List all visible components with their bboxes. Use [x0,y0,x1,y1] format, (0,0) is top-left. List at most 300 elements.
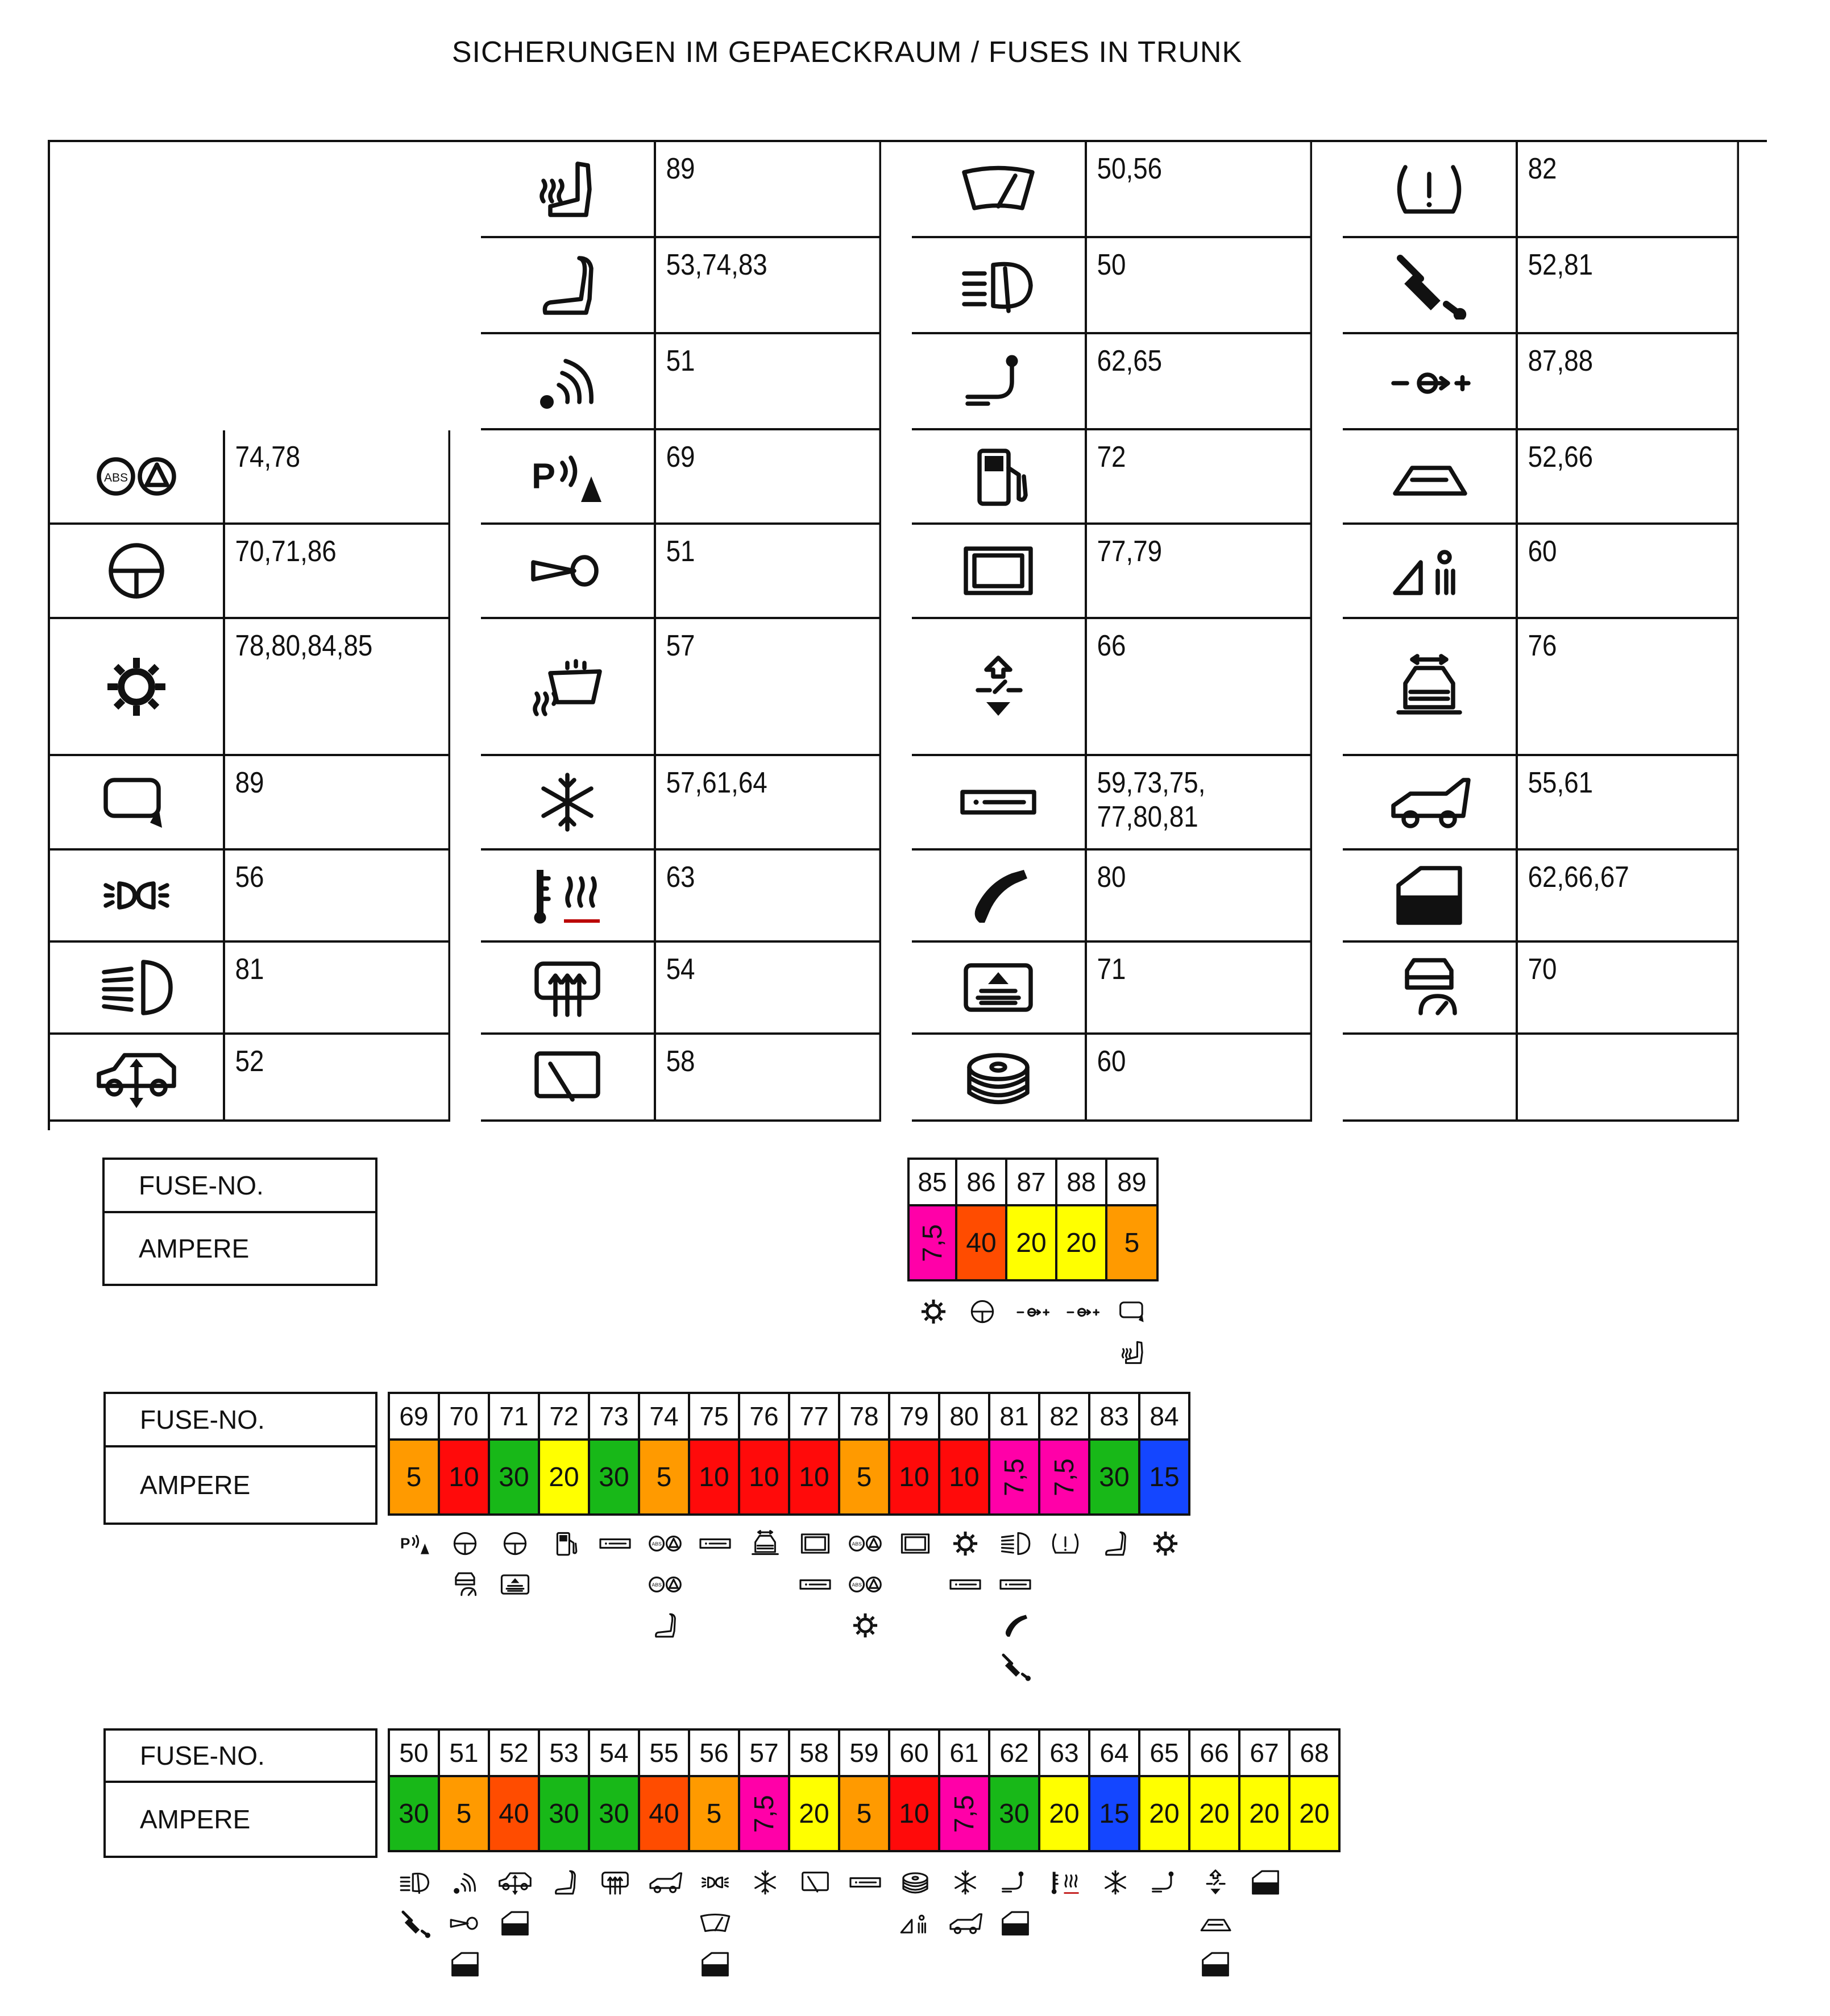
fuse-ampere [1190,1777,1240,1852]
symbol-cell [50,756,225,851]
display-screen-icon [956,537,1041,605]
fuse-symbols-83 [1090,1526,1140,1561]
symbol-cell [481,851,656,943]
fuse-ampere-value: 5 [406,1462,422,1492]
fuse-ampere-value: 7,5 [949,1794,980,1833]
fuse-ampere [590,1441,640,1516]
fuse-numbers-cell: 71 [1087,943,1312,1035]
snowflake-icon [1098,1865,1133,1900]
fuse-ampere [690,1441,740,1516]
fuse-80 [940,1392,990,1516]
headlight-washer-icon [397,1865,433,1900]
symbol-cell [481,1035,656,1122]
fuse-symbols-52 [490,1865,540,1941]
fuse-ampere-value: 20 [1016,1227,1047,1258]
fuse-62 [990,1728,1040,1852]
hill-descent-icon [1387,537,1472,605]
fuse-ampere-value: 20 [799,1798,829,1829]
cd-changer-icon [956,1043,1041,1111]
fuse-58 [790,1728,840,1852]
fuse-ampere [440,1441,490,1516]
svg-text:ABS: ABS [852,1541,862,1547]
door-icon [1387,861,1472,930]
fuse-numbers-cell: 54 [656,943,881,1035]
fuse-68 [1290,1728,1341,1852]
fuse-symbols-69 [390,1526,440,1561]
fuse-ampere-value: 7,5 [1049,1458,1080,1496]
symbol-cell [1343,238,1518,334]
fuse-ampere-value: 5 [706,1798,722,1829]
symbol-cell [912,430,1087,525]
fuse-number: 50 [390,1728,440,1777]
fuse-ampere-value: 30 [549,1798,579,1829]
symbol-cell [50,525,225,619]
symbol-cell [50,619,225,756]
fuse-ampere [1140,1441,1190,1516]
symbol-cell [1343,756,1518,851]
fuse-ampere [840,1441,890,1516]
fuse-symbols-67 [1240,1865,1290,1900]
fuse-number: 52 [490,1728,540,1777]
fuse-symbols-66 [1190,1865,1240,1982]
headlight-icon [998,1526,1033,1561]
svg-text:ABS: ABS [652,1541,662,1547]
symbol-cell [912,851,1087,943]
fuse-64 [1090,1728,1140,1852]
suv-height-icon [94,1043,179,1111]
fuse-numbers-cell: 57 [656,619,881,756]
fuse-86 [957,1158,1007,1281]
fuse-ampere [1090,1441,1140,1516]
fuse-ampere [1090,1777,1140,1852]
fuse-ampere-value: 10 [949,1462,980,1492]
steering-wheel-icon [965,1294,1000,1329]
radio-unit-icon [597,1526,633,1561]
shock-absorber-icon [998,1649,1033,1684]
fuse-number: 55 [640,1728,690,1777]
fuse-79 [890,1392,940,1516]
fuse-numbers-cell: 87,88 [1518,334,1739,430]
seat-heat-temp-icon [1048,1865,1083,1900]
door-icon [998,1906,1033,1941]
fuse-56 [690,1728,740,1852]
shock-absorber-icon [397,1906,433,1941]
fuse-number: 89 [1107,1158,1159,1206]
fuse-number: 85 [910,1158,957,1206]
fuse-numbers-cell: 62,65 [1087,334,1312,430]
symbol-cell [481,619,656,756]
fuse-ampere [440,1777,490,1852]
fuse-65 [1140,1728,1190,1852]
fuse-66 [1190,1728,1240,1852]
horn-icon [525,537,610,605]
door-icon [497,1906,533,1941]
fuse-number: 56 [690,1728,740,1777]
radio-unit-icon [798,1567,833,1602]
fuse-73 [590,1392,640,1516]
windshield-wiper-icon [956,155,1041,223]
fuse-ampere [790,1777,840,1852]
fuse-number: 58 [790,1728,840,1777]
symbol-cell [1343,142,1518,238]
fuse-strip-85-89 [907,1158,1159,1281]
fuse-symbols-70 [440,1526,490,1602]
legend-box-bottom [103,1728,377,1858]
fuse-symbols-71 [490,1526,540,1602]
empty-cell [225,238,481,334]
fuse-symbols-57 [740,1865,790,1900]
radio-unit-icon [998,1567,1033,1602]
fuse-ampere-value: 15 [1149,1462,1180,1492]
tire-pressure-warning-icon [1387,155,1472,223]
sunroof-icon [1387,442,1472,511]
fuse-symbols-81 [990,1526,1040,1684]
fuse-numbers-cell: 74,78 [225,430,450,525]
door-icon [1198,1947,1233,1982]
fuse-ampere [1107,1206,1159,1281]
snowflake-icon [948,1865,983,1900]
symbol-cell [1343,1035,1518,1122]
telephone-icon [956,861,1041,930]
fuse-ampere-value: 5 [856,1798,872,1829]
tailgate-icon [1387,768,1472,836]
fuse-number: 74 [640,1392,690,1441]
fuse-numbers-cell: 81 [225,943,450,1035]
fuse-number: 84 [1140,1392,1190,1441]
park-distance-icon [397,1526,433,1561]
windshield-wiper-icon [698,1906,733,1941]
fuse-60 [890,1728,940,1852]
fuse-ampere [1140,1777,1190,1852]
fuse-57 [740,1728,790,1852]
fuse-number: 81 [990,1392,1040,1441]
fuse-ampere-value: 10 [749,1462,779,1492]
fuse-ampere [1040,1441,1090,1516]
fuse-ampere-value: 7,5 [917,1223,948,1262]
seat-adjust-icon [956,953,1041,1022]
fuse-55 [640,1728,690,1852]
fuse-ampere-value: 20 [1066,1227,1097,1258]
legend-ampere-label: AMPERE [140,1470,251,1500]
fuse-number: 71 [490,1392,540,1441]
symbol-cell [912,756,1087,851]
fuse-number: 82 [1040,1392,1090,1441]
symbol-cell [481,430,656,525]
fuse-67 [1240,1728,1290,1852]
fuse-numbers-cell: 89 [656,142,881,238]
symbol-cell [912,238,1087,334]
fuse-strip-50-68 [388,1728,1341,1852]
fuse-ampere-value: 10 [699,1462,729,1492]
fuse-ampere [390,1441,440,1516]
fuse-ampere [840,1777,890,1852]
vehicle-level-icon [1387,653,1472,721]
fuse-82 [1040,1392,1090,1516]
fuse-numbers-cell [1518,1035,1739,1122]
cd-changer-icon [898,1865,933,1900]
fuse-numbers-cell: 69 [656,430,881,525]
fuse-number: 76 [740,1392,790,1441]
fuse-72 [540,1392,590,1516]
telephone-icon [998,1608,1033,1643]
fuse-61 [940,1728,990,1852]
fuse-numbers-cell: 63 [656,851,881,943]
fuse-ampere-value: 7,5 [999,1458,1030,1496]
fuse-numbers-cell: 55,61 [1518,756,1739,851]
fuse-87 [1007,1158,1057,1281]
fuse-63 [1040,1728,1090,1852]
symbol-cell [1343,525,1518,619]
legend-fuse-no-label: FUSE-NO. [106,1394,375,1447]
fuse-83 [1090,1392,1140,1516]
fuse-78 [840,1392,890,1516]
power-outlet-icon [1015,1294,1050,1329]
fuse-numbers-cell: 77,79 [1087,525,1312,619]
legend-fuse-no-label: FUSE-NO. [105,1160,375,1213]
parking-light-icon [698,1865,733,1900]
fuse-numbers-cell: 70,71,86 [225,525,450,619]
fuse-symbols-53 [540,1865,590,1900]
fuse-ampere-value: 40 [966,1227,997,1258]
fuse-numbers-cell: 51 [656,334,881,430]
fuse-ampere-value: 15 [1099,1798,1130,1829]
abs-warning-icon [848,1526,883,1561]
fuse-number: 63 [1040,1728,1090,1777]
fuse-number: 75 [690,1392,740,1441]
rear-wiper-icon [798,1865,833,1900]
fuse-number: 78 [840,1392,890,1441]
abs-warning-icon [648,1526,683,1561]
fuse-77 [790,1392,840,1516]
fuel-pump-icon [956,442,1041,511]
fuse-ampere [1007,1206,1057,1281]
fuse-ampere-value: 30 [399,1798,429,1829]
hill-descent-icon [898,1906,933,1941]
trailer-hitch-icon [1148,1865,1183,1900]
fuse-number: 65 [1140,1728,1190,1777]
fuse-symbols-89 [1107,1294,1159,1370]
fuse-numbers-cell: 80 [1087,851,1312,943]
shock-absorber-icon [1387,251,1472,320]
fuse-numbers-cell: 60 [1087,1035,1312,1122]
radio-unit-icon [956,768,1041,836]
abs-warning-icon [648,1567,683,1602]
fuse-ampere [490,1777,540,1852]
fuse-symbols-51 [440,1865,490,1982]
fuse-numbers-cell: 72 [1087,430,1312,525]
fuse-ampere-value: 20 [549,1462,579,1492]
snowflake-icon [525,768,610,836]
symbol-cell [912,1035,1087,1122]
svg-text:ABS: ABS [103,471,128,484]
fuse-54 [590,1728,640,1852]
fuse-89 [1107,1158,1159,1281]
legend-box-top [102,1158,377,1286]
fuse-number: 69 [390,1392,440,1441]
mirror-icon [1115,1294,1151,1329]
steering-wheel-icon [497,1526,533,1561]
fuse-81 [990,1392,1040,1516]
fuse-number: 88 [1057,1158,1107,1206]
fuse-ampere-value: 20 [1249,1798,1280,1829]
fuse-symbols-59 [840,1865,890,1900]
parking-light-icon [94,861,179,930]
fuse-numbers-cell: 78,80,84,85 [225,619,450,756]
steering-wheel-icon [94,537,179,605]
fuse-52 [490,1728,540,1852]
horn-icon [447,1906,483,1941]
sun-gear-icon [948,1526,983,1561]
seat-heat-temp-icon [525,861,610,930]
fuse-number: 66 [1190,1728,1240,1777]
fuse-number: 79 [890,1392,940,1441]
fuse-ampere [540,1441,590,1516]
fuse-ampere [890,1441,940,1516]
symbol-cell [912,334,1087,430]
fuse-symbols-54 [590,1865,640,1900]
fuse-numbers-cell: 60 [1518,525,1739,619]
fuse-ampere [490,1441,540,1516]
fuse-number: 54 [590,1728,640,1777]
empty-cell [225,334,481,430]
fuse-ampere-value: 30 [499,1462,529,1492]
fuse-ampere-value: 10 [449,1462,479,1492]
fuse-symbols-75 [690,1526,740,1561]
fuse-50 [390,1728,440,1852]
trailer-hitch-icon [956,347,1041,416]
fuse-symbols-85 [910,1294,957,1329]
fuse-71 [490,1392,540,1516]
fuse-symbols-76 [740,1526,790,1561]
symbol-cell [1343,334,1518,430]
fuse-ampere-value: 20 [1199,1798,1230,1829]
fuse-numbers-cell: 58 [656,1035,881,1122]
fuse-ampere-value: 20 [1049,1798,1080,1829]
fuse-symbols-87 [1007,1294,1057,1329]
symbol-cell [50,1035,225,1122]
svg-text:P: P [400,1534,410,1552]
fuse-numbers-cell: 52 [225,1035,450,1122]
fuse-ampere-value: 40 [499,1798,529,1829]
fuse-symbols-88 [1057,1294,1107,1329]
fuse-symbols-62 [990,1865,1040,1941]
fuse-number: 53 [540,1728,590,1777]
legend-fuse-no-label: FUSE-NO. [106,1731,375,1783]
fuse-ampere [990,1441,1040,1516]
fuse-ampere [390,1777,440,1852]
fuse-strip-69-84 [388,1392,1190,1516]
symbol-cell [912,943,1087,1035]
fuse-ampere-value: 30 [1099,1462,1130,1492]
fuse-ampere [790,1441,840,1516]
headlight-icon [94,953,179,1022]
snowflake-icon [748,1865,783,1900]
fuse-ampere-value: 40 [649,1798,679,1829]
headlight-washer-icon [956,251,1041,320]
fuse-69 [390,1392,440,1516]
fuse-numbers-cell: 52,66 [1518,430,1739,525]
fuse-symbols-72 [540,1526,590,1561]
fuse-ampere-value: 20 [1149,1798,1180,1829]
symbol-cell [50,430,225,525]
svg-text:ABS: ABS [652,1582,662,1588]
sunroof-icon [1198,1906,1233,1941]
fuse-ampere-value: 10 [799,1462,829,1492]
abs-warning-icon [848,1567,883,1602]
fuse-symbols-78 [840,1526,890,1643]
fuse-ampere [1290,1777,1341,1852]
fuse-numbers-cell: 70 [1518,943,1739,1035]
mirror-icon [94,768,179,836]
sun-gear-icon [1148,1526,1183,1561]
empty-cell [50,238,225,334]
legend-ampere-label: AMPERE [139,1234,250,1263]
seat-icon [547,1865,583,1900]
svg-text:P: P [532,457,556,496]
radio-unit-icon [698,1526,733,1561]
fuse-numbers-cell: 89 [225,756,450,851]
symbol-cell [481,142,656,238]
fuse-ampere-value: 10 [899,1798,929,1829]
steering-wheel-icon [447,1526,483,1561]
symbol-cell [1343,943,1518,1035]
fuse-ampere [990,1777,1040,1852]
fuse-symbols-56 [690,1865,740,1982]
fuse-symbols-73 [590,1526,640,1561]
symbol-cell [912,619,1087,756]
fuse-ampere-value: 7,5 [749,1794,779,1833]
tire-pressure-warning-icon [1048,1526,1083,1561]
fuse-symbols-80 [940,1526,990,1602]
fuse-symbols-84 [1140,1526,1190,1561]
fuse-ampere [540,1777,590,1852]
tailgate-icon [948,1906,983,1941]
fuse-symbols-82 [1040,1526,1090,1561]
fuse-ampere [640,1777,690,1852]
car-speed-icon [1387,953,1472,1022]
fuse-ampere [640,1441,690,1516]
fuse-symbols-77 [790,1526,840,1602]
fuse-number: 77 [790,1392,840,1441]
fuse-ampere [1240,1777,1290,1852]
fuse-symbols-86 [957,1294,1007,1329]
door-icon [698,1947,733,1982]
display-screen-icon [798,1526,833,1561]
radio-signal-icon [525,347,610,416]
vehicle-level-icon [748,1526,783,1561]
fuse-ampere-value: 5 [1124,1227,1140,1258]
switch-up-down-icon [956,653,1041,721]
fuse-number: 57 [740,1728,790,1777]
fuse-ampere [740,1441,790,1516]
fuse-number: 73 [590,1392,640,1441]
park-distance-icon [525,442,610,511]
heated-seat-icon [525,155,610,223]
page-title: SICHERUNGEN IM GEPAECKRAUM / FUSES IN TRUNK [451,36,1243,69]
fuse-numbers-cell: 62,66,67 [1518,851,1739,943]
fuse-number: 86 [957,1158,1007,1206]
fuse-symbols-61 [940,1865,990,1941]
fuse-number: 83 [1090,1392,1140,1441]
legend-ampere-label: AMPERE [140,1805,251,1834]
fuse-numbers-cell: 51 [656,525,881,619]
fuse-75 [690,1392,740,1516]
sun-gear-icon [94,653,179,721]
fuse-number: 64 [1090,1728,1140,1777]
fuse-numbers-cell: 82 [1518,142,1739,238]
fuse-numbers-cell: 56 [225,851,450,943]
sun-gear-icon [848,1608,883,1643]
